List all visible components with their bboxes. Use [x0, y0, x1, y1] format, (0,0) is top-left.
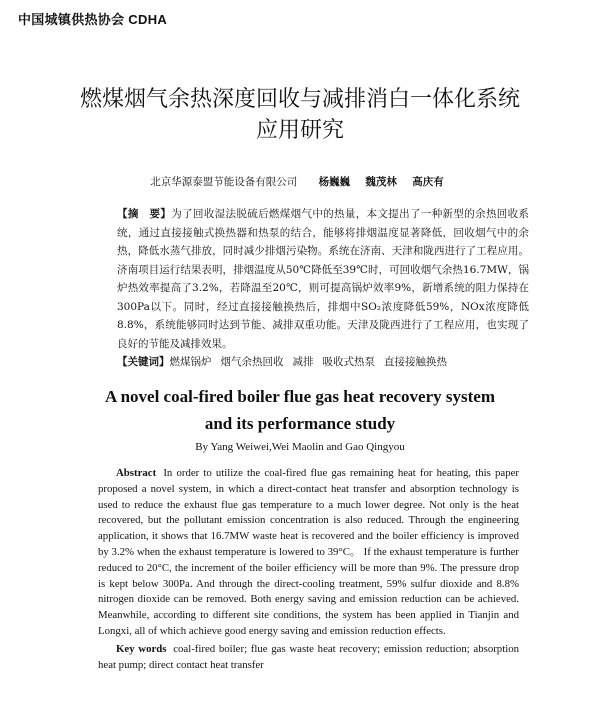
- keyword: 吸收式热泵: [322, 356, 375, 368]
- journal-header: 中国城镇供热协会 CDHA: [18, 12, 168, 27]
- author-name: 杨巍巍: [318, 176, 351, 188]
- english-abstract-label: Abstract: [116, 467, 157, 479]
- chinese-abstract: [117, 205, 529, 353]
- english-authors: By Yang Weiwei,Wei Maolin and Gao Qingyou: [195, 441, 405, 453]
- english-keywords: [98, 642, 519, 674]
- chinese-title-line-2: 应用研究: [255, 118, 344, 143]
- author-name: 高庆有: [412, 176, 444, 188]
- keyword: 减排: [292, 356, 314, 368]
- english-keywords-text: coal-fired boiler; flue gas waste heat recovery; emission reduction; absorption heat pump; direct contact heat transfer: [98, 642, 520, 671]
- keyword: 烟气余热回收: [220, 356, 284, 368]
- english-title-line-1: A novel coal-fired boiler flue gas heat recovery system: [105, 387, 495, 406]
- chinese-keywords: [117, 353, 529, 372]
- english-abstract-block: [98, 466, 519, 673]
- chinese-abstract-text: 为了回收湿法脱硫后燃煤烟气中的热量，本文提出了一种新型的余热回收系统，通过直接接触式换热器和热泵的结合，能够将排烟温度显著降低，回收烟气中的余热，降低水蒸气排放，同时减少排烟污染物。系统在济南、天津和陇西进行了工程应用。济南项目运行结果表明，排烟温度从50℃降低至39℃时，可回收烟气余热16.7MW，锅炉热效率提高了3.2%，若降温至20℃，则可提高锅炉效率9%，新增系统的阻力保持在300Pa以下。同时，经过直接接触换热后，排烟中SO₂浓度降低59%，NOx浓度降低8.8%，系统能够同时达到节能、减排双重功能。天津及陇西进行了工程应用，也实现了良好的节能及减排效果。: [117, 208, 530, 350]
- english-abstract: [98, 466, 519, 640]
- chinese-keywords-label: 【关键词】: [117, 356, 170, 368]
- english-title: [0, 383, 600, 437]
- chinese-title: [0, 84, 600, 146]
- affiliation: 北京华源泰盟节能设备有限公司: [150, 176, 298, 188]
- chinese-abstract-block: [117, 205, 529, 372]
- chinese-title-line-1: 燃煤烟气余热深度回收与减排消白一体化系统: [79, 87, 520, 112]
- keyword: 直接接触换热: [384, 356, 447, 368]
- keyword: 燃煤锅炉: [169, 356, 212, 368]
- chinese-author-line: [0, 174, 600, 190]
- english-abstract-text: In order to utilize the coal-fired flue gas remaining heat for heating, this paper proposed a novel system, in which a direct-contact heat transfer and absorption technology is used to reduce the exhaust flue gas temperature to a much lower degree. Not only is the heat recovered, but the pollutant emission concentration is also reduced. Through the engineering application, it shows that 16.7MW waste heat is recovered and the boiler efficiency is improved by 3.2% when the exhaust temperature is lowered to 39°C。 If the exhaust temperature is further reduced to 20°C, the increment of the boiler efficiency will be more than 9%. The pressure drop is kept below 300Pa. And through the direct-cooling treatment, 59% sulfur dioxide and 8.8% nitrogen dioxide can be removed. Both energy saving and emission reduction can be achieved. Meanwhile, according to different site conditions, the system has been applied in Tianjin and Longxi, all of which achieve good energy saving and emission reduction effects.: [98, 467, 519, 637]
- english-title-line-2: and its performance study: [204, 414, 396, 433]
- chinese-abstract-label: 【摘 要】: [117, 208, 172, 220]
- english-keywords-label: Key words: [116, 642, 167, 655]
- author-name: 魏茂林: [365, 176, 397, 188]
